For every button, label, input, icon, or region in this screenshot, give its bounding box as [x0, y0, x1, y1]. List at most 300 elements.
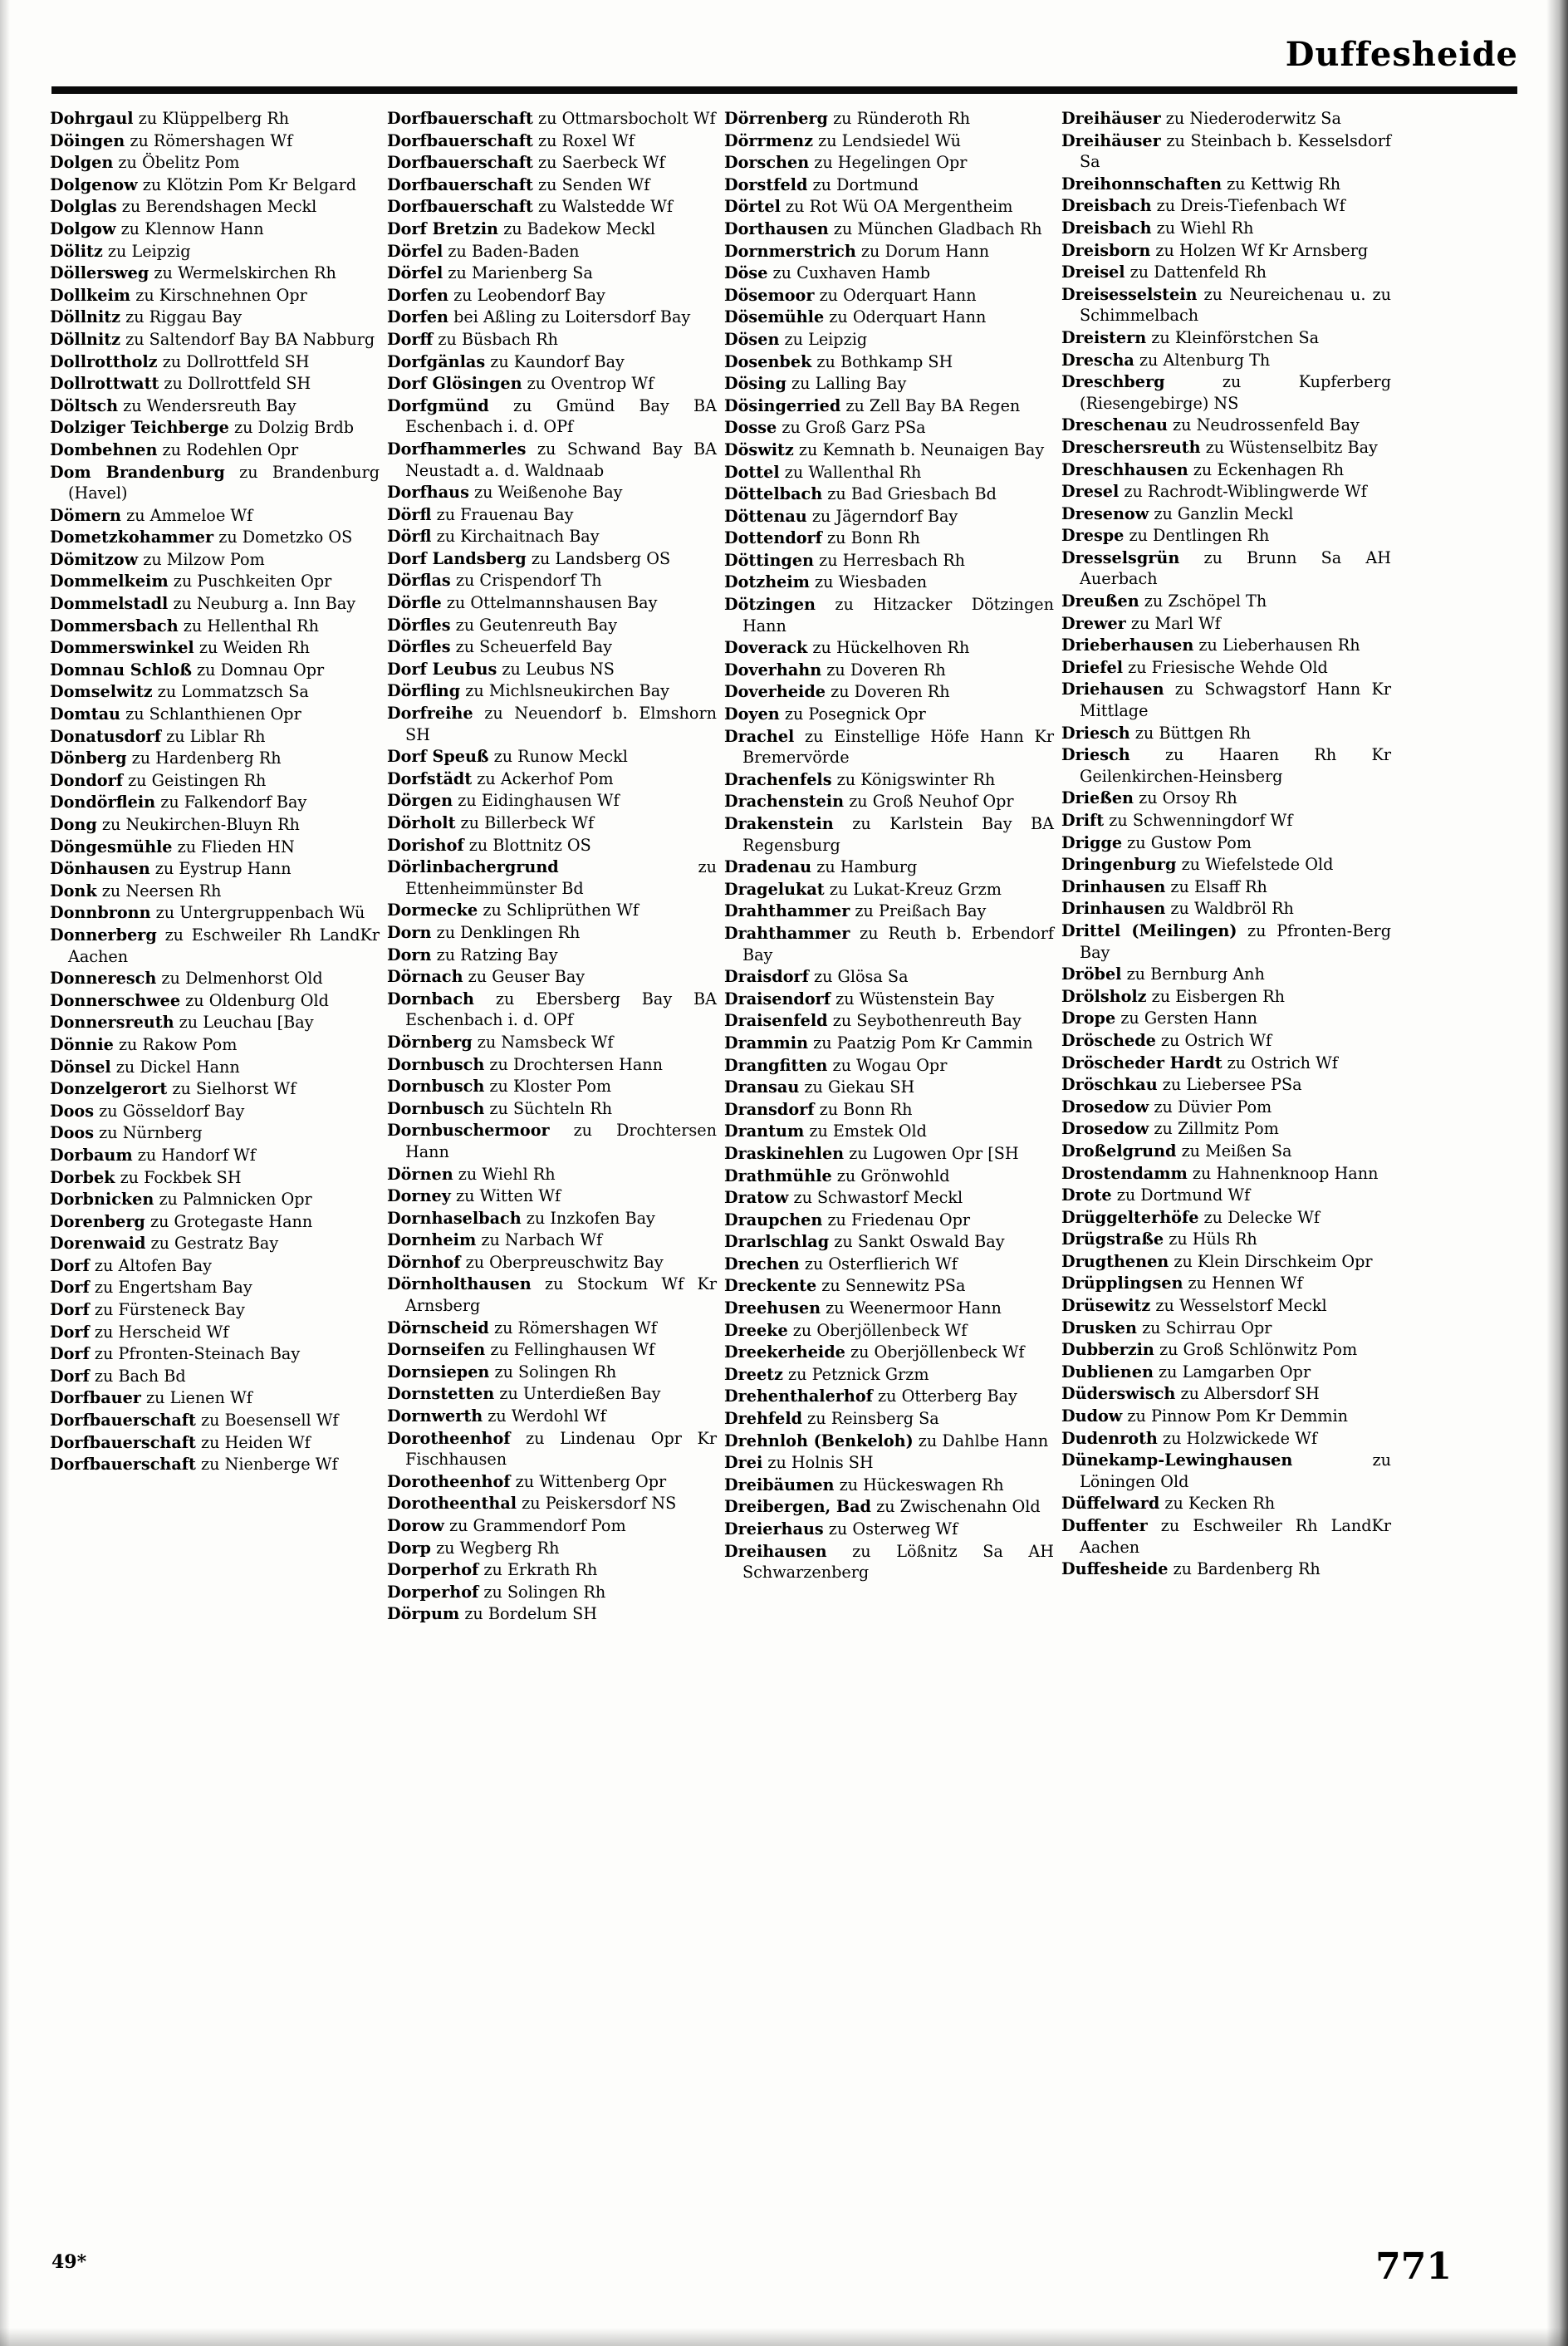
entry-headword: Driesch [1061, 745, 1130, 765]
gazetteer-entry [50, 373, 380, 395]
entry-reference: zu Wogau Opr [827, 1055, 948, 1075]
gazetteer-entry [50, 1322, 380, 1344]
entry-headword: Dorf Speuß [387, 747, 489, 767]
entry-reference: zu Römershagen Wf [488, 1318, 657, 1337]
entry-headword: Dorff [387, 329, 434, 349]
entry-reference: zu Eschweiler Rh LandKr Aachen [68, 925, 380, 966]
entry-headword: Drigge [1061, 832, 1123, 852]
entry-headword: Dönhausen [50, 859, 150, 879]
entry-headword: Dorishof [387, 835, 464, 855]
entry-headword: Dötzingen [724, 595, 816, 615]
gazetteer-entry [1061, 459, 1391, 482]
entry-headword: Dröscheder Hardt [1061, 1053, 1223, 1072]
entry-reference: zu Nürnberg [94, 1123, 203, 1143]
entry-reference: zu Altenburg Th [1134, 350, 1271, 370]
entry-reference: zu Senden Wf [532, 174, 650, 194]
entry-headword: Dometzkohammer [50, 528, 214, 547]
gazetteer-entry [1061, 1185, 1391, 1207]
gazetteer-entry [50, 593, 380, 616]
entry-headword: Dönberg [50, 748, 127, 768]
entry-headword: Donnerschwee [50, 990, 181, 1010]
entry-headword: Dorfreihe [387, 704, 473, 724]
entry-reference: zu Groß Garz PSa [777, 418, 926, 438]
entry-headword: Drechen [724, 1254, 800, 1274]
entry-headword: Drei [724, 1453, 763, 1473]
entry-headword: Dornbuschermoor [387, 1121, 550, 1141]
gazetteer-entry [1061, 744, 1391, 788]
entry-headword: Dorstfeld [724, 174, 808, 194]
entry-reference: zu Wüstenstein Bay [831, 989, 995, 1009]
entry-headword: Drinhausen [1061, 876, 1166, 896]
gazetteer-entry [1061, 1383, 1391, 1406]
entry-reference: zu Rachrodt-Wiblingwerde Wf [1119, 482, 1367, 502]
entry-reference: zu Boesensell Wf [195, 1411, 339, 1431]
entry-reference: zu Meißen Sa [1176, 1141, 1292, 1161]
entry-reference: zu Pfronten-Berg Bay [1080, 920, 1392, 962]
entry-reference: zu Lalling Bay [786, 374, 907, 394]
entry-headword: Dörgen [387, 791, 453, 811]
entry-headword: Doverack [724, 638, 808, 658]
entry-reference: zu Lendsiedel Wü [813, 130, 961, 150]
entry-headword: Döltsch [50, 395, 119, 415]
entry-headword: Dreehusen [724, 1298, 821, 1318]
entry-reference: zu Neuburg a. Inn Bay [168, 594, 356, 614]
gazetteer-entry [387, 1076, 717, 1098]
entry-reference: zu Eisbergen Rh [1146, 986, 1285, 1006]
gazetteer-entry [387, 1559, 717, 1582]
page-number: 771 [1375, 2245, 1452, 2288]
gazetteer-entry [50, 263, 380, 285]
entry-headword: Dorfbauer [50, 1388, 141, 1408]
entry-reference: zu Wermelskirchen Rh [149, 263, 336, 283]
gazetteer-entry [387, 1208, 717, 1230]
entry-reference: zu Hegelingen Opr [809, 153, 968, 173]
entry-headword: Dornbusch [387, 1077, 485, 1097]
entry-headword: Döttingen [724, 550, 814, 570]
entry-headword: Dorfbauerschaft [387, 197, 533, 217]
gazetteer-entry [724, 395, 1054, 418]
entry-headword: Dünekamp-Lewinghausen [1061, 1450, 1293, 1470]
entry-headword: Dornheim [387, 1230, 477, 1250]
entry-reference: zu Rakow Pom [113, 1034, 238, 1054]
entry-reference: zu Hüls Rh [1164, 1229, 1257, 1249]
gazetteer-entry [724, 373, 1054, 395]
entry-headword: Drescha [1061, 350, 1134, 370]
gazetteer-entry [50, 549, 380, 572]
gazetteer-entry [724, 1231, 1054, 1254]
entry-headword: Domtau [50, 704, 120, 724]
entry-reference: zu Eidinghausen Wf [453, 791, 620, 811]
gazetteer-entry [50, 726, 380, 748]
gazetteer-entry [1061, 1273, 1391, 1295]
entry-headword: Drachenfels [724, 769, 832, 789]
entry-reference: zu Eystrup Hann [149, 859, 292, 879]
text-column-4 [1061, 108, 1399, 2143]
entry-reference: zu Wittenberg Opr [510, 1471, 667, 1491]
gazetteer-entry [50, 1211, 380, 1234]
entry-headword: Dreihäuser [1061, 109, 1161, 128]
entry-headword: Drehfeld [724, 1409, 803, 1429]
entry-headword: Dösemoor [724, 285, 815, 305]
entry-headword: Dorfhaus [387, 483, 469, 503]
entry-headword: Drießen [1061, 788, 1134, 808]
entry-headword: Drostendamm [1061, 1163, 1188, 1183]
entry-headword: Dörrenberg [724, 109, 828, 128]
gazetteer-entry [724, 1254, 1054, 1276]
entry-reference: zu Bonn Rh [814, 1099, 913, 1119]
text-column-2 [387, 108, 724, 2143]
entry-headword: Dottel [724, 462, 780, 482]
entry-reference: zu Denklingen Rh [431, 922, 581, 942]
gazetteer-entry [50, 1078, 380, 1101]
gazetteer-entry [724, 660, 1054, 682]
entry-reference: zu Roxel Wf [532, 130, 635, 150]
gazetteer-entry [1061, 1097, 1391, 1119]
entry-headword: Dorf [50, 1300, 90, 1320]
entry-headword: Dorperhof [387, 1560, 479, 1580]
entry-headword: Dorp [387, 1538, 431, 1558]
entry-headword: Dreistern [1061, 327, 1147, 347]
entry-reference: zu Lukat-Kreuz Grzm [824, 879, 1002, 899]
gazetteer-entry [387, 1515, 717, 1538]
entry-headword: Drosedow [1061, 1097, 1149, 1117]
gazetteer-entry [1061, 788, 1391, 810]
entry-headword: Dolgen [50, 153, 114, 173]
gazetteer-entry [387, 615, 717, 637]
entry-headword: Drespe [1061, 526, 1125, 546]
gazetteer-entry [1061, 130, 1391, 174]
gazetteer-entry [1061, 240, 1391, 263]
entry-reference: zu Osterweg Wf [823, 1519, 958, 1539]
entry-headword: Dorfbauerschaft [50, 1432, 196, 1452]
gazetteer-entry [387, 746, 717, 768]
entry-headword: Dommelstadl [50, 594, 169, 614]
entry-headword: Drachel [724, 726, 795, 746]
gazetteer-entry [724, 1099, 1054, 1121]
gazetteer-entry [1061, 415, 1391, 437]
gazetteer-entry [50, 1299, 380, 1322]
entry-reference: zu Dometzko OS [213, 528, 353, 547]
gazetteer-entry [1061, 679, 1391, 722]
gazetteer-entry [387, 570, 717, 592]
text-column-3 [724, 108, 1061, 2143]
entry-reference: zu Dortmund Wf [1111, 1185, 1251, 1205]
entry-headword: Dörtel [724, 197, 781, 217]
gazetteer-entry [50, 748, 380, 770]
gazetteer-entry [724, 1055, 1054, 1077]
gazetteer-entry [1061, 1406, 1391, 1428]
gazetteer-entry [387, 989, 717, 1032]
entry-headword: Dorperhof [387, 1582, 479, 1602]
entry-headword: Dudow [1061, 1406, 1123, 1426]
gazetteer-entry [724, 1077, 1054, 1099]
gazetteer-entry [387, 263, 717, 285]
entry-reference: zu Kirchaitnach Bay [431, 527, 600, 547]
entry-headword: Drehnloh (Benkeloh) [724, 1431, 914, 1450]
gazetteer-entry [387, 1339, 717, 1362]
entry-headword: Dollrottwatt [50, 374, 159, 394]
entry-reference: zu Hellenthal Rh [178, 616, 319, 636]
scan-edge-right [1546, 0, 1568, 2346]
entry-reference: zu Solingen Rh [478, 1582, 606, 1602]
entry-reference: zu Elsaff Rh [1165, 876, 1267, 896]
entry-reference: zu Michlsneukirchen Bay [460, 681, 669, 701]
entry-headword: Dörrmenz [724, 130, 814, 150]
entry-headword: Dorotheenthal [387, 1494, 517, 1514]
gazetteer-entry [1061, 262, 1391, 284]
entry-reference: zu Grönwohld [831, 1166, 950, 1185]
gazetteer-entry [50, 462, 380, 505]
gazetteer-entry [1061, 350, 1391, 372]
entry-reference: zu Wallenthal Rh [779, 462, 922, 482]
entry-headword: Doos [50, 1101, 95, 1121]
gazetteer-entry [50, 792, 380, 814]
entry-headword: Dresel [1061, 482, 1120, 502]
entry-reference: zu Milzow Pom [138, 549, 265, 569]
gazetteer-entry [50, 837, 380, 859]
entry-reference: zu Ostrich Wf [1155, 1030, 1272, 1050]
entry-reference: zu Löningen Old [1080, 1450, 1391, 1491]
gazetteer-entry [387, 1538, 717, 1560]
entry-headword: Dorenberg [50, 1211, 145, 1231]
entry-headword: Dorn [387, 922, 432, 942]
gazetteer-entry [1061, 810, 1391, 832]
entry-headword: Drantum [724, 1121, 805, 1141]
entry-headword: Drieberhausen [1061, 636, 1194, 655]
entry-reference: zu Doveren Rh [821, 660, 946, 680]
entry-reference: zu Falkendorf Bay [155, 793, 307, 812]
gazetteer-entry [1061, 1251, 1391, 1274]
entry-reference: zu Heiden Wf [195, 1432, 311, 1452]
entry-headword: Dröbel [1061, 964, 1122, 984]
entry-headword: Dorn [387, 945, 432, 964]
gazetteer-entry [50, 1145, 380, 1167]
entry-reference: zu Albersdorf SH [1175, 1384, 1320, 1404]
gazetteer-entry [724, 351, 1054, 374]
entry-headword: Dorfbauerschaft [387, 109, 533, 128]
entry-headword: Dörnholthausen [387, 1274, 532, 1294]
entry-reference: zu Grammendorf Pom [443, 1516, 626, 1535]
entry-headword: Dorney [387, 1186, 451, 1206]
entry-reference: zu Marienberg Sa [443, 263, 593, 283]
entry-headword: Drangfitten [724, 1055, 828, 1075]
entry-headword: Dolgow [50, 218, 116, 238]
gazetteer-entry [50, 241, 380, 263]
gazetteer-entry [724, 1541, 1054, 1584]
entry-headword: Drammin [724, 1033, 809, 1053]
gazetteer-entry [50, 1233, 380, 1255]
gazetteer-entry [1061, 1318, 1391, 1340]
gazetteer-entry [50, 990, 380, 1013]
entry-reference: zu Osterflierich Wf [799, 1254, 958, 1274]
entry-reference: zu Friesische Wehde Old [1123, 657, 1328, 677]
gazetteer-entry [1061, 1118, 1391, 1141]
gazetteer-entry [724, 1408, 1054, 1431]
entry-headword: Dorfstädt [387, 768, 473, 788]
entry-reference: zu Brunn Sa AH Auerbach [1080, 547, 1391, 589]
entry-reference: zu Nienberge Wf [195, 1455, 338, 1475]
entry-reference: zu Friedenau Opr [822, 1210, 971, 1229]
entry-headword: Drope [1061, 1009, 1116, 1028]
entry-reference: zu Dattenfeld Rh [1125, 263, 1267, 282]
gazetteer-entry [724, 263, 1054, 285]
entry-reference: zu Dollrottfeld SH [157, 351, 310, 371]
entry-reference: zu Herresbach Rh [813, 550, 966, 570]
entry-headword: Dorf [50, 1366, 90, 1386]
entry-reference: zu Narbach Wf [476, 1230, 603, 1250]
gazetteer-entry [50, 152, 380, 174]
gazetteer-entry [1061, 218, 1391, 240]
entry-reference: zu Eckenhagen Rh [1188, 459, 1345, 479]
entry-headword: Dosse [724, 418, 777, 438]
gazetteer-entry [50, 505, 380, 528]
entry-reference: zu Posegnick Opr [779, 704, 926, 724]
gazetteer-entry [50, 1255, 380, 1278]
gazetteer-entry [387, 548, 717, 571]
entry-reference: zu Giekau SH [799, 1077, 915, 1097]
entry-reference: zu Flieden HN [172, 837, 295, 856]
gazetteer-entry [50, 660, 380, 682]
gazetteer-entry [387, 680, 717, 703]
gazetteer-entry [724, 637, 1054, 660]
entry-headword: Drehenthalerhof [724, 1386, 873, 1406]
entry-headword: Dransau [724, 1077, 800, 1097]
entry-headword: Dornwerth [387, 1406, 483, 1426]
gazetteer-entry [50, 527, 380, 549]
entry-headword: Dreierhaus [724, 1519, 824, 1539]
entry-headword: Dresselsgrün [1061, 547, 1180, 567]
gazetteer-entry [387, 1032, 717, 1054]
gazetteer-entry [387, 966, 717, 989]
gazetteer-entry [724, 681, 1054, 704]
gazetteer-entry [387, 856, 717, 900]
entry-headword: Dorf Bretzin [387, 218, 499, 238]
entry-reference: zu Werdohl Wf [483, 1406, 606, 1426]
entry-reference: zu Ratzing Bay [431, 945, 558, 964]
gazetteer-entry [724, 966, 1054, 989]
entry-headword: Dorfbauerschaft [387, 174, 533, 194]
entry-headword: Dornmerstrich [724, 241, 856, 261]
gazetteer-entry [724, 791, 1054, 813]
entry-reference: zu Dollrottfeld SH [159, 374, 311, 394]
gazetteer-entry [387, 130, 717, 153]
gazetteer-entry [50, 858, 380, 881]
entry-headword: Dröschede [1061, 1030, 1156, 1050]
entry-headword: Donatusdorf [50, 726, 162, 746]
entry-reference: zu Neuendorf b. Elmshorn SH [405, 704, 717, 744]
entry-reference: zu Dahlbe Hann [913, 1431, 1049, 1450]
entry-reference: zu Otterberg Bay [872, 1386, 1017, 1406]
gazetteer-entry [50, 196, 380, 218]
gazetteer-entry [1061, 1362, 1391, 1384]
gazetteer-entry [724, 1496, 1054, 1519]
entry-reference: zu Ründeroth Rh [827, 109, 971, 128]
entry-reference: zu Kloster Pom [484, 1077, 612, 1097]
gazetteer-entry [387, 945, 717, 967]
entry-reference: zu Zwischenahn Old [870, 1497, 1041, 1517]
entry-reference: zu Wiehl Rh [453, 1164, 556, 1184]
entry-headword: Dorf Glösingen [387, 374, 522, 394]
entry-reference: zu Klüppelberg Rh [133, 109, 290, 128]
entry-reference: zu Niederoderwitz Sa [1160, 109, 1341, 128]
gazetteer-entry [1061, 1074, 1391, 1097]
entry-reference: zu Kecken Rh [1159, 1494, 1276, 1514]
entry-headword: Dorfbauerschaft [50, 1455, 196, 1475]
gazetteer-entry [387, 1362, 717, 1384]
gazetteer-entry [724, 1298, 1054, 1320]
gazetteer-entry [724, 329, 1054, 351]
entry-headword: Dornbach [387, 989, 474, 1009]
gazetteer-entry [387, 373, 717, 395]
entry-headword: Doverheide [724, 682, 826, 702]
entry-reference: zu Bardenberg Rh [1168, 1559, 1321, 1579]
entry-headword: Döttelbach [724, 484, 823, 504]
gazetteer-entry [724, 813, 1054, 856]
gazetteer-entry [387, 241, 717, 263]
entry-reference: zu Herscheid Wf [89, 1322, 229, 1342]
gazetteer-entry [1061, 1053, 1391, 1075]
entry-reference: zu Emstek Old [804, 1121, 927, 1141]
gazetteer-entry [724, 1342, 1054, 1364]
entry-headword: Dransdorf [724, 1099, 815, 1119]
gazetteer-entry [724, 1320, 1054, 1342]
entry-headword: Dörfel [387, 241, 443, 261]
entry-reference: zu Oberjöllenbeck Wf [845, 1342, 1025, 1362]
entry-reference: zu Neukirchen-Bluyn Rh [96, 815, 300, 834]
entry-reference: zu Ottmarsbocholt Wf [532, 109, 716, 128]
gazetteer-entry [50, 1189, 380, 1211]
column-container [50, 108, 1521, 2143]
header-rule [51, 86, 1517, 94]
entry-headword: Dong [50, 815, 97, 834]
entry-headword: Dreihonnschaften [1061, 174, 1223, 194]
entry-headword: Dorfen [387, 307, 448, 327]
gazetteer-entry [387, 1383, 717, 1406]
entry-reference: zu Büsbach Rh [433, 329, 558, 349]
gazetteer-entry [1061, 327, 1391, 350]
entry-reference: zu Holzwickede Wf [1157, 1428, 1317, 1448]
entry-reference: zu Schwastorf Meckl [788, 1188, 963, 1208]
gazetteer-entry [724, 1431, 1054, 1453]
entry-reference: zu Oberjöllenbeck Wf [787, 1320, 968, 1340]
entry-reference: zu Zillmitz Pom [1149, 1119, 1279, 1139]
entry-headword: Dorfgmünd [387, 395, 489, 415]
gazetteer-entry [387, 395, 717, 439]
entry-headword: Drakenstein [724, 814, 834, 833]
entry-reference: zu Frauenau Bay [431, 504, 574, 524]
entry-headword: Drift [1061, 811, 1105, 830]
gazetteer-entry [387, 152, 717, 174]
entry-reference: zu Rodehlen Opr [157, 439, 299, 459]
entry-headword: Dommersbach [50, 616, 179, 636]
gazetteer-entry [1061, 964, 1391, 986]
gazetteer-entry [1061, 481, 1391, 503]
entry-reference: zu Waldbröl Rh [1165, 899, 1294, 919]
entry-reference: zu Ostrich Wf [1222, 1053, 1338, 1072]
entry-reference: zu Schwenningdorf Wf [1104, 811, 1293, 830]
entry-headword: Dollrottholz [50, 351, 158, 371]
gazetteer-entry [387, 108, 717, 130]
gazetteer-entry [50, 881, 380, 903]
entry-headword: Dreisbach [1061, 196, 1152, 216]
gazetteer-entry [724, 879, 1054, 901]
gazetteer-entry [50, 571, 380, 593]
entry-headword: Dreckente [724, 1276, 817, 1296]
gazetteer-entry [387, 526, 717, 548]
gazetteer-entry [724, 1519, 1054, 1541]
entry-reference: zu Gösseldorf Bay [94, 1101, 245, 1121]
entry-reference: zu Marl Wf [1125, 613, 1221, 633]
